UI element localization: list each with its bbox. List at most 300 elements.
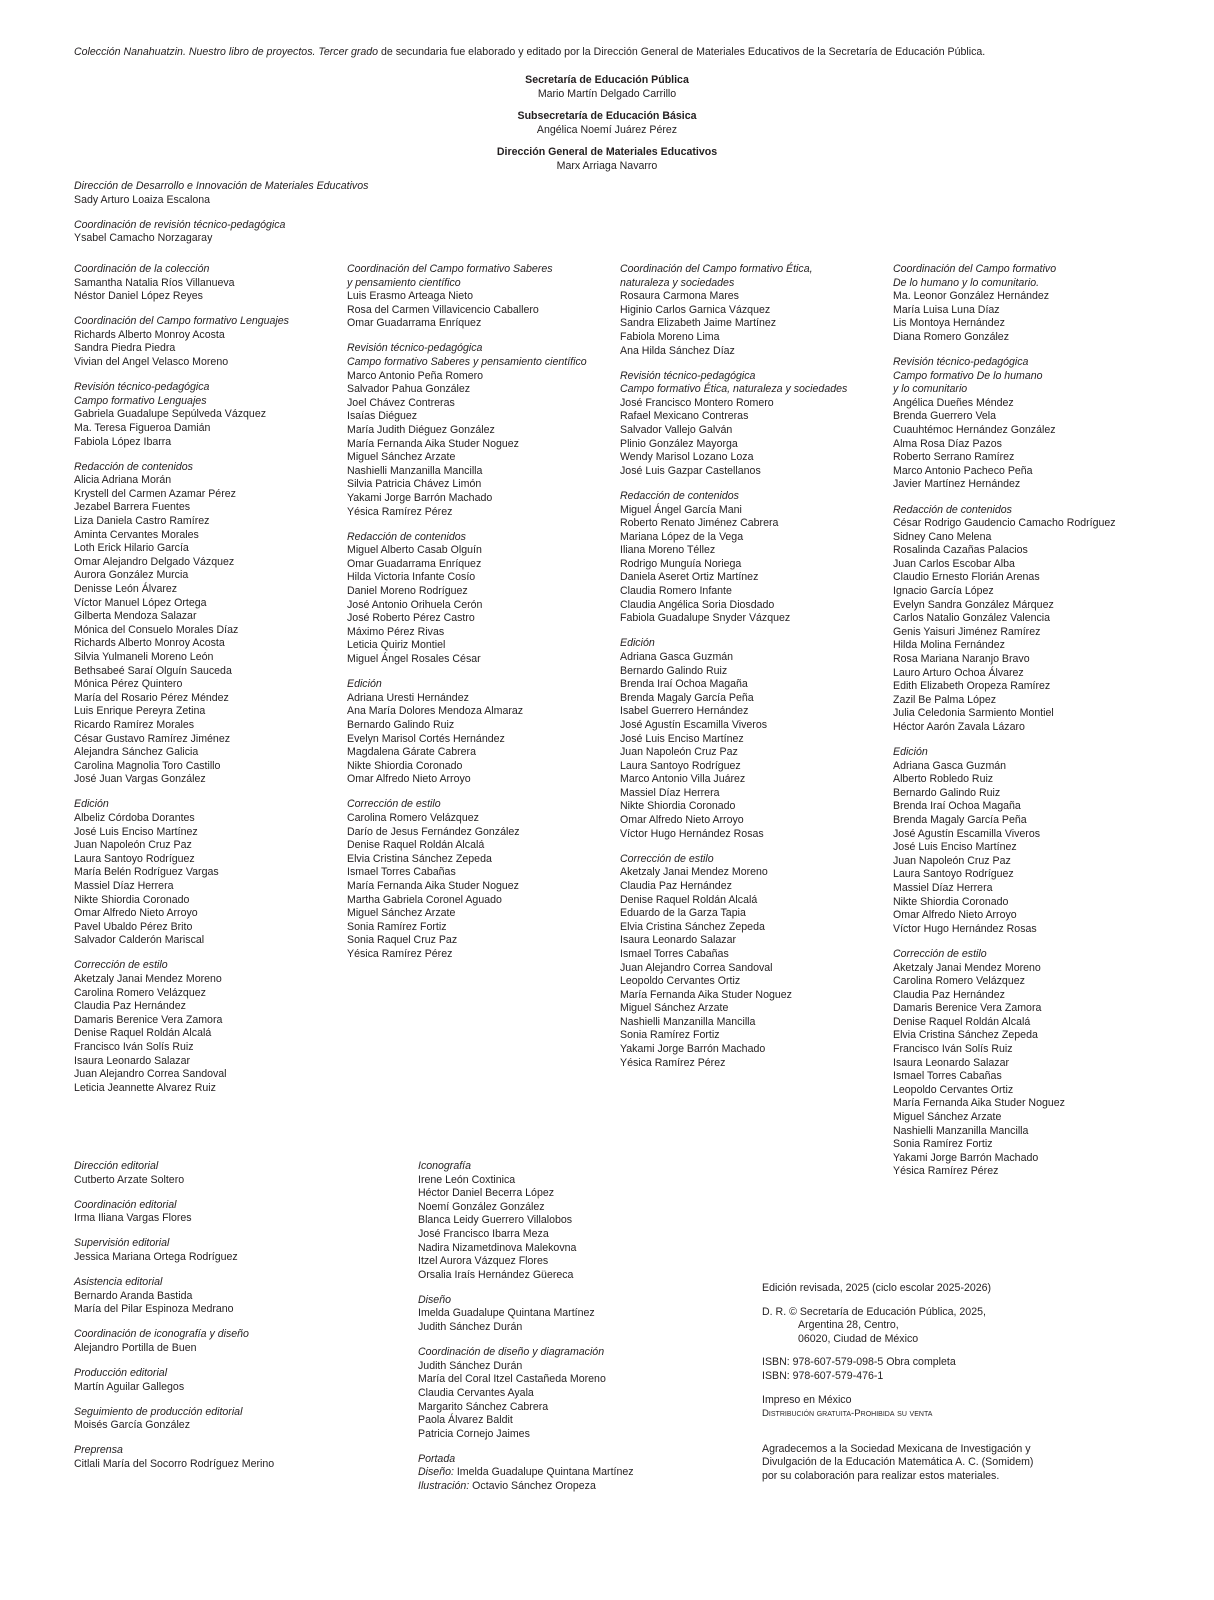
credit-name: Rosalinda Cazañas Palacios [893,544,1028,557]
credit-section [893,356,1193,492]
credit-name: Carolina Romero Velázquez [893,975,1025,988]
credit-name: Alejandra Sánchez Galicia [74,746,199,759]
credit-name: Orsalia Iraís Hernández Güereca [418,1268,574,1281]
section-title [74,381,334,408]
section-title-line: y pensamiento científico [347,276,461,289]
section-title-line: Revisión técnico-pedagógica [74,381,210,394]
credit-name: Marco Antonio Villa Juárez [620,773,746,786]
credit-name: Miguel Sánchez Arzate [620,1002,729,1015]
authority-dgme [0,145,1214,173]
section-title-line: Coordinación del Campo formativo Ética, [620,263,813,275]
credit-section [74,1444,404,1471]
credit-name: Isaura Leonardo Salazar [74,1054,191,1067]
section-title-line: Edición [74,798,109,811]
credit-name: Ismael Torres Cabañas [347,866,456,879]
credits-column-1 [74,263,334,1107]
credit-section [74,219,368,246]
legal-block [762,1282,1182,1494]
section-title-line: Diseño [418,1293,451,1306]
credit-name: José Luis Enciso Martínez [74,825,198,838]
credit-name: Omar Alejandro Delgado Vázquez [74,555,235,568]
credit-name: Carolina Magnolia Toro Castillo [74,759,221,772]
credit-name: Claudia Paz Hernández [893,988,1005,1001]
section-title-line: Coordinación editorial [74,1198,177,1211]
thanks-line: por su colaboración para realizar estos materiales. [762,1469,1000,1482]
section-title [74,263,334,277]
credit-name: Héctor Daniel Becerra López [418,1187,555,1200]
credit-name: Denise Raquel Roldán Alcalá [893,1015,1031,1028]
section-title [620,637,880,651]
credit-section [347,678,607,787]
section-title-line: Redacción de contenidos [347,530,466,543]
credit-name: Claudio Ernesto Florián Arenas [893,571,1040,584]
credit-name: Elvia Cristina Sánchez Zepeda [893,1029,1038,1042]
credit-name: Judith Sánchez Durán [418,1359,523,1372]
credit-name: Luis Erasmo Arteaga Nieto [347,290,474,303]
credits-column-3 [620,263,880,1082]
credit-name: Fabiola Guadalupe Snyder Vázquez [620,612,791,625]
credit-name: Jessica Mariana Ortega Rodríguez [74,1250,238,1263]
credit-name: Darío de Jesus Fernández González [347,825,520,838]
isbn-line: ISBN: 978-607-579-476-1 [762,1369,884,1382]
credit-name: Massiel Díaz Herrera [620,786,720,799]
credit-name: Isaura Leonardo Salazar [893,1056,1010,1069]
credit-name: Angélica Dueñes Méndez [893,396,1014,409]
credit-name: Aketzaly Janai Mendez Moreno [74,973,222,985]
section-title-line: Redacción de contenidos [620,489,739,502]
credits-column-2 [347,263,607,973]
section-title-line: Coordinación del Campo formativo Lenguajes [74,315,289,328]
credit-name: Diana Romero González [893,330,1009,343]
credit-name: Jezabel Barrera Fuentes [74,501,191,514]
section-title-line: Coordinación de diseño y diagramación [418,1346,605,1359]
credit-name: Claudia Romero Infante [620,585,732,598]
section-title-line: Seguimiento de producción editorial [74,1405,243,1418]
credit-name: Miguel Sánchez Arzate [347,451,456,464]
credit-name: Adriana Gasca Guzmán [620,650,734,663]
credit-name: Javier Martínez Hernández [893,478,1021,491]
credit-name: Yésica Ramírez Pérez [347,505,453,518]
section-title-line: Redacción de contenidos [893,503,1012,516]
authority-title: Dirección General de Materiales Educativos [496,146,718,158]
credit-name: Juan Napoleón Cruz Paz [893,854,1011,867]
credit-section [74,1160,404,1187]
credit-name: Blanca Leidy Guerrero Villalobos [418,1214,573,1227]
credit-name: Adriana Uresti Hernández [347,691,469,704]
credit-name: Ismael Torres Cabañas [620,947,729,960]
credit-name: Carlos Natalio González Valencia [893,612,1051,625]
credit-name: Miguel Alberto Casab Olguín [347,544,482,557]
credit-section [893,504,1193,735]
credit-name: Nashielli Manzanilla Mancilla [620,1015,756,1028]
authority-seb [0,109,1214,137]
credit-name: Luis Enrique Pereyra Zetina [74,705,206,718]
section-title [620,370,880,397]
section-title [893,746,1193,760]
credit-section [347,342,607,519]
credit-name: María del Rosario Pérez Méndez [74,691,229,704]
section-title [893,356,1193,397]
isbn-line: ISBN: 978-607-579-098-5 Obra completa [762,1356,956,1369]
credit-name: Daniel Moreno Rodríguez [347,585,468,598]
section-title [620,263,880,290]
authority-name: Mario Martín Delgado Carrillo [537,88,677,100]
credit-section [620,370,880,479]
credit-name: Claudia Angélica Soria Diosdado [620,598,775,611]
credit-section [74,381,334,449]
section-title-line: Revisión técnico-pedagógica [620,369,756,382]
credit-section [893,948,1193,1179]
authority-name: Angélica Noemí Juárez Pérez [536,124,678,136]
cover-design-line [418,1466,748,1480]
credit-name: Ismael Torres Cabañas [893,1070,1002,1083]
section-title-line: Campo formativo Ética, naturaleza y sociedades [620,383,848,396]
credit-name: Vivian del Angel Velasco Moreno [74,356,229,369]
credit-name: Higinio Carlos Garnica Vázquez [620,303,771,316]
section-title [74,1237,404,1251]
credit-section [74,1406,404,1433]
credit-name: Ana María Dolores Mendoza Almaraz [347,705,524,718]
credit-name: Juan Napoleón Cruz Paz [620,746,738,759]
section-title-line: Coordinación de la colección [74,263,210,275]
credit-name: Plinio González Mayorga [620,437,738,450]
top-left-credits [74,180,368,257]
credit-section [74,798,334,948]
credit-name: Paola Álvarez Baldit [418,1414,513,1427]
credit-name: Claudia Paz Hernández [620,879,732,892]
credit-name: Denise Raquel Roldán Alcalá [620,893,758,906]
credit-name: Nadira Nizametdinova Malekovna [418,1241,577,1254]
thanks-block [762,1443,1182,1484]
credit-name: Rosaura Carmona Mares [620,290,739,303]
section-title [74,315,334,329]
address-line: 06020, Ciudad de México [798,1332,919,1345]
credit-section [74,1237,404,1264]
cover-illustration-line [418,1480,748,1494]
section-title [74,1406,404,1420]
credit-name: Richards Alberto Monroy Acosta [74,637,225,650]
credit-section [347,531,607,667]
credit-name: Brenda Magaly García Peña [620,691,754,704]
credit-name: Genis Yaisuri Jiménez Ramírez [893,625,1041,638]
section-title-line: Edición [347,678,382,691]
print-block [762,1394,1182,1421]
credit-name: Martha Gabriela Coronel Aguado [347,893,502,906]
authority-title: Secretaría de Educación Pública [525,74,689,86]
credit-name: Omar Guadarrama Enríquez [347,557,482,570]
credit-name: Alberto Robledo Ruiz [893,773,994,786]
credit-name: Sady Arturo Loaiza Escalona [74,193,211,206]
credit-name: Fabiola Moreno Lima [620,330,720,343]
credit-name: Eduardo de la Garza Tapia [620,907,746,920]
section-title-line: Asistencia editorial [74,1276,163,1289]
credit-name: Damaris Berenice Vera Zamora [893,1002,1042,1015]
section-title-line: Campo formativo Lenguajes [74,394,207,407]
credit-name: Irene León Coxtinica [418,1173,516,1186]
credit-name: Miguel Sánchez Arzate [347,907,456,920]
credit-name: Salvador Calderón Mariscal [74,934,205,947]
section-title [74,1367,404,1381]
credit-name: Nashielli Manzanilla Mancilla [893,1124,1029,1137]
credit-name: María Fernanda Aika Studer Noguez [620,988,792,1001]
credit-name: Patricia Cornejo Jaimes [418,1427,530,1440]
credit-name: Sandra Piedra Piedra [74,342,176,355]
credit-name: Isabel Guerrero Hernández [620,705,749,718]
credit-name: Sidney Cano Melena [893,530,992,543]
intro-text: de secundaria fue elaborado y editado por la Dirección General de Materiales Educativos de la Secretaría de Educación Pública. [378,46,986,58]
credit-name: José Juan Vargas González [74,773,206,786]
credit-name: Massiel Díaz Herrera [893,882,993,895]
credit-name: Omar Guadarrama Enríquez [347,317,482,330]
credit-name: María del Pilar Espinoza Medrano [74,1303,234,1316]
credit-name: Carolina Romero Velázquez [74,986,206,999]
credit-name: Hilda Molina Fernández [893,639,1005,652]
credit-name: María Fernanda Aika Studer Noguez [893,1097,1065,1110]
credit-name: Aurora González Murcia [74,569,189,582]
credit-name: Judith Sánchez Durán [418,1321,523,1334]
credit-name: Rafael Mexicano Contreras [620,410,749,423]
credit-name: Omar Alfredo Nieto Arroyo [347,773,471,786]
credit-section [620,263,880,358]
section-title-line: Campo formativo Saberes y pensamiento científico [347,356,587,369]
credit-name: Imelda Guadalupe Quintana Martínez [418,1307,595,1320]
credit-section [74,461,334,787]
credit-name: Nikte Shiordia Coronado [74,893,190,906]
credit-section [74,315,334,369]
credit-name: Bernardo Galindo Ruiz [893,786,1001,799]
credit-name: Denise Raquel Roldán Alcalá [74,1027,212,1040]
credit-name: Brenda Iraí Ochoa Magaña [620,678,748,691]
credit-name: Isaura Leonardo Salazar [620,934,737,947]
credit-name: César Gustavo Ramírez Jiménez [74,732,231,745]
section-title: Dirección de Desarrollo e Innovación de Materiales Educativos [74,180,369,192]
credit-name: Hilda Victoria Infante Cosío [347,571,476,584]
credit-name: Edith Elizabeth Oropeza Ramírez [893,680,1051,693]
credit-name: Aketzaly Janai Mendez Moreno [893,961,1041,974]
section-title [74,798,334,812]
section-title [74,1276,404,1290]
credit-name: Damaris Berenice Vera Zamora [74,1013,223,1026]
section-title [74,461,334,475]
credit-name: Víctor Hugo Hernández Rosas [893,922,1037,935]
credit-name: Laura Santoyo Rodríguez [74,852,195,865]
credit-name: Alma Rosa Díaz Pazos [893,437,1002,450]
credit-section [74,1328,404,1355]
credit-name: Yakami Jorge Barrón Machado [347,492,493,504]
credit-name: María Belén Rodríguez Vargas [74,866,219,879]
credit-name: Néstor Daniel López Reyes [74,290,203,303]
credit-name: Gabriela Guadalupe Sepúlveda Vázquez [74,408,267,421]
credit-name: Joel Chávez Contreras [347,396,455,409]
section-title-line: Edición [893,746,928,759]
credit-name: Rosa del Carmen Villavicencio Caballero [347,303,539,316]
section-title [893,948,1193,962]
section-title-line: Corrección de estilo [620,852,714,865]
credit-name: Pavel Ubaldo Pérez Brito [74,920,193,933]
section-title-line: Iconografía [418,1160,472,1172]
credit-name: Wendy Marisol Lozano Loza [620,451,754,464]
credit-name: Richards Alberto Monroy Acosta [74,328,225,341]
section-title [347,678,607,692]
credit-section [620,637,880,841]
section-title: Portada [418,1452,456,1465]
printed-line: Impreso en México [762,1393,852,1406]
credit-name: Ma. Leonor González Hernández [893,290,1050,303]
credit-name: José Agustín Escamilla Viveros [620,718,768,731]
credit-name: José Francisco Ibarra Meza [418,1227,549,1240]
credit-name: Moisés García González [74,1419,190,1432]
credit-name: José Luis Enciso Martínez [620,732,744,745]
credit-name: Laura Santoyo Rodríguez [893,868,1014,881]
credit-name: Héctor Aarón Zavala Lázaro [893,721,1025,733]
credit-name: Miguel Sánchez Arzate [893,1111,1002,1124]
credit-name: Yésica Ramírez Pérez [347,947,453,960]
credit-name: Ignacio García López [893,585,994,598]
credit-name: Denise Raquel Roldán Alcalá [347,839,485,852]
section-title-line: Revisión técnico-pedagógica [893,356,1029,369]
credit-section [893,263,1193,345]
credit-name: Cuauhtémoc Hernández González [893,424,1056,437]
credit-name: José Luis Enciso Martínez [893,841,1017,854]
credit-name: Miguel Ángel García Mani [620,503,742,516]
credit-name: Juan Alejandro Correa Sandoval [620,961,773,974]
credit-name: Sandra Elizabeth Jaime Martínez [620,317,777,330]
credit-name: Margarito Sánchez Cabrera [418,1400,549,1413]
credit-name: Víctor Hugo Hernández Rosas [620,827,764,840]
credit-name: Zazil Be Palma López [893,693,997,706]
role-label: Diseño: [418,1466,454,1479]
credit-name: Denisse León Álvarez [74,582,178,595]
credit-name: Máximo Pérez Rivas [347,625,445,638]
credit-name: Nikte Shiordia Coronado [347,759,463,772]
credit-name: Cutberto Arzate Soltero [74,1173,185,1186]
credit-section [74,263,334,304]
credit-name: Yésica Ramírez Pérez [893,1165,999,1178]
credit-name: Evelyn Sandra González Márquez [893,598,1054,611]
section-title-line: Corrección de estilo [74,959,168,972]
section-title: Coordinación de revisión técnico-pedagógica [74,218,286,231]
section-title-line: Corrección de estilo [893,947,987,960]
credit-name: Gilberta Mendoza Salazar [74,610,197,623]
credit-name: María del Coral Itzel Castañeda Moreno [418,1373,606,1386]
credit-name: Imelda Guadalupe Quintana Martínez [453,1466,634,1479]
section-title-line: Preprensa [74,1444,123,1457]
credit-name: Omar Alfredo Nieto Arroyo [893,909,1017,922]
credit-name: Francisco Iván Solís Ruiz [893,1043,1013,1056]
intro-paragraph [74,45,1144,59]
credit-name: María Luisa Luna Díaz [893,303,1000,316]
authority-title: Subsecretaría de Educación Básica [517,110,697,122]
credit-name: Omar Alfredo Nieto Arroyo [74,907,198,920]
section-title-line: Coordinación de iconografía y diseño [74,1328,249,1341]
section-title [620,853,880,867]
credit-name: Juan Napoleón Cruz Paz [74,839,192,852]
credit-name: Brenda Magaly García Peña [893,814,1027,827]
credit-name: Yakami Jorge Barrón Machado [620,1043,766,1056]
credit-name: Evelyn Marisol Cortés Hernández [347,732,505,745]
credit-name: Víctor Manuel López Ortega [74,596,207,609]
credit-name: Francisco Iván Solís Ruiz [74,1040,194,1053]
credit-name: Massiel Díaz Herrera [74,879,174,892]
section-title [74,959,334,973]
section-title-line: Redacción de contenidos [74,460,193,473]
section-title [74,1328,404,1342]
section-title [347,798,607,812]
section-title [418,1294,748,1308]
credit-name: Juan Alejandro Correa Sandoval [74,1068,227,1081]
edition-line: Edición revisada, 2025 (ciclo escolar 2025-2026) [762,1282,992,1294]
credit-section [418,1294,748,1335]
credit-name: María Fernanda Aika Studer Noguez [347,879,519,892]
credit-section [418,1346,748,1441]
credit-name: Claudia Paz Hernández [74,1000,186,1013]
credit-name: Isaías Diéguez [347,410,418,423]
credit-name: Ysabel Camacho Norzagaray [74,232,213,245]
credit-name: Adriana Gasca Guzmán [893,759,1007,772]
credit-name: Irma Iliana Vargas Flores [74,1212,192,1225]
credit-name: Sonia Ramírez Fortiz [893,1138,993,1151]
credit-name: Claudia Cervantes Ayala [418,1386,534,1399]
copyright-block [762,1306,1182,1347]
section-title-line: Dirección editorial [74,1160,159,1172]
section-title [347,342,607,369]
section-title-line: Supervisión editorial [74,1237,170,1250]
credit-name: Leticia Quiriz Montiel [347,639,446,652]
section-title [893,263,1193,290]
credit-name: Iliana Moreno Téllez [620,544,716,557]
credit-name: José Roberto Pérez Castro [347,612,475,625]
section-title [74,1444,404,1458]
section-title-line: Edición [620,637,655,650]
credit-section [620,853,880,1071]
credit-name: Martín Aguilar Gallegos [74,1380,185,1393]
credit-name: José Luis Gazpar Castellanos [620,464,761,477]
credit-name: Elvia Cristina Sánchez Zepeda [620,920,765,933]
credit-name: Lis Montoya Hernández [893,317,1005,330]
credit-name: Mónica Pérez Quintero [74,678,183,691]
credit-name: Brenda Iraí Ochoa Magaña [893,800,1021,813]
section-title [418,1160,748,1174]
section-title [74,1199,404,1213]
credit-name: Rodrigo Munguía Noriega [620,557,742,570]
credit-name: Sonia Ramírez Fortiz [620,1029,720,1042]
credit-name: César Rodrigo Gaudencio Camacho Rodríguez [893,517,1116,530]
credit-name: Liza Daniela Castro Ramírez [74,515,210,527]
credit-section [74,959,334,1095]
credit-section [347,263,607,331]
section-title-line: Producción editorial [74,1367,168,1380]
credit-name: Citlali María del Socorro Rodríguez Merino [74,1458,275,1470]
thanks-line: Agradecemos a la Sociedad Mexicana de Investigación y [762,1442,1031,1455]
credit-name: Ricardo Ramírez Morales [74,718,195,731]
isbn-block [762,1356,1182,1383]
credit-name: Bernardo Galindo Ruiz [620,664,728,677]
credit-name: Nikte Shiordia Coronado [620,800,736,813]
credit-name: Magdalena Gárate Cabrera [347,746,476,759]
credit-section [893,746,1193,936]
section-title [620,490,880,504]
credit-name: Brenda Guerrero Vela [893,410,997,423]
credit-name: Bethsabeé Saraí Olguín Sauceda [74,664,232,677]
credit-name: Alejandro Portilla de Buen [74,1341,197,1354]
credit-section-cover [418,1453,748,1494]
section-title-line: Campo formativo De lo humano [893,369,1043,382]
section-title-line: Revisión técnico-pedagógica [347,342,483,355]
credit-name: Albeliz Córdoba Dorantes [74,811,195,824]
editorial-credits-column [74,1160,404,1483]
credit-name: Carolina Romero Velázquez [347,811,479,824]
credit-name: Loth Erick Hilario García [74,542,189,555]
